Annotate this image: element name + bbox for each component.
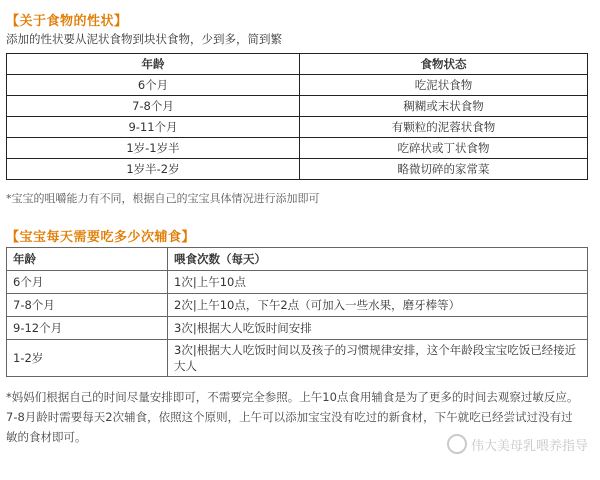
section1-note: *宝宝的咀嚼能力有不同，根据自己的宝宝具体情况进行添加即可 <box>6 192 320 205</box>
table-row <box>7 96 588 117</box>
table-row <box>7 294 588 317</box>
feeding-cell: 3次|根据大人吃饭时间以及孩子的习惯规律安排，这个年龄段宝宝吃饭已经接近大人 <box>168 340 588 377</box>
section2-heading: 【宝宝每天需要吃多少次辅食】 <box>6 230 196 245</box>
feeding-cell: 2次|上午10点，下午2点（可加入一些水果，磨牙棒等） <box>168 294 588 317</box>
age-cell: 1-2岁 <box>7 340 168 377</box>
food-state-cell: 有颗粒的泥蓉状食物 <box>300 117 588 138</box>
header-age: 年龄 <box>7 248 168 271</box>
age-cell: 9-12个月 <box>7 317 168 340</box>
watermark-text: 伟大美母乳喂养指导 <box>470 438 588 454</box>
age-cell: 6个月 <box>7 271 168 294</box>
footer-note: *妈妈们根据自己的时间尽量安排即可，不需要完全参照。上午10点食用辅食是为了更多的时间去观察过敏反应。7-8月龄时需要每天2次辅食，依照这个原则，上午可以添加宝宝没有吃过的新食材，下午就吃已经尝试过没有过敏的食材即可。 <box>6 390 579 444</box>
header-food-state: 食物状态 <box>300 54 588 75</box>
age-cell: 7-8个月 <box>7 96 300 117</box>
food-state-cell: 吃泥状食物 <box>300 75 588 96</box>
food-texture-table <box>6 53 588 180</box>
food-state-cell: 吃碎状或丁状食物 <box>300 138 588 159</box>
header-age: 年龄 <box>7 54 300 75</box>
section1-heading: 【关于食物的性状】 <box>6 14 128 29</box>
feeding-cell: 1次|上午10点 <box>168 271 588 294</box>
table-header-row <box>7 248 588 271</box>
age-cell: 1岁-1岁半 <box>7 138 300 159</box>
table-header-row <box>7 54 588 75</box>
age-cell: 1岁半-2岁 <box>7 159 300 180</box>
age-cell: 6个月 <box>7 75 300 96</box>
wechat-icon <box>447 434 467 454</box>
content <box>6 0 594 447</box>
table-row <box>7 271 588 294</box>
header-feeding-times: 喂食次数（每天） <box>168 248 588 271</box>
table-row <box>7 340 588 377</box>
watermark <box>447 434 588 454</box>
age-cell: 7-8个月 <box>7 294 168 317</box>
feeding-frequency-table <box>6 247 588 377</box>
food-state-cell: 稠糊或末状食物 <box>300 96 588 117</box>
age-cell: 9-11个月 <box>7 117 300 138</box>
section1-intro: 添加的性状要从泥状食物到块状食物，少到多，简到繁 <box>6 32 282 46</box>
table-row <box>7 159 588 180</box>
table-row <box>7 75 588 96</box>
table-row <box>7 117 588 138</box>
food-state-cell: 略微切碎的家常菜 <box>300 159 588 180</box>
table-row <box>7 138 588 159</box>
feeding-cell: 3次|根据大人吃饭时间安排 <box>168 317 588 340</box>
table-row <box>7 317 588 340</box>
